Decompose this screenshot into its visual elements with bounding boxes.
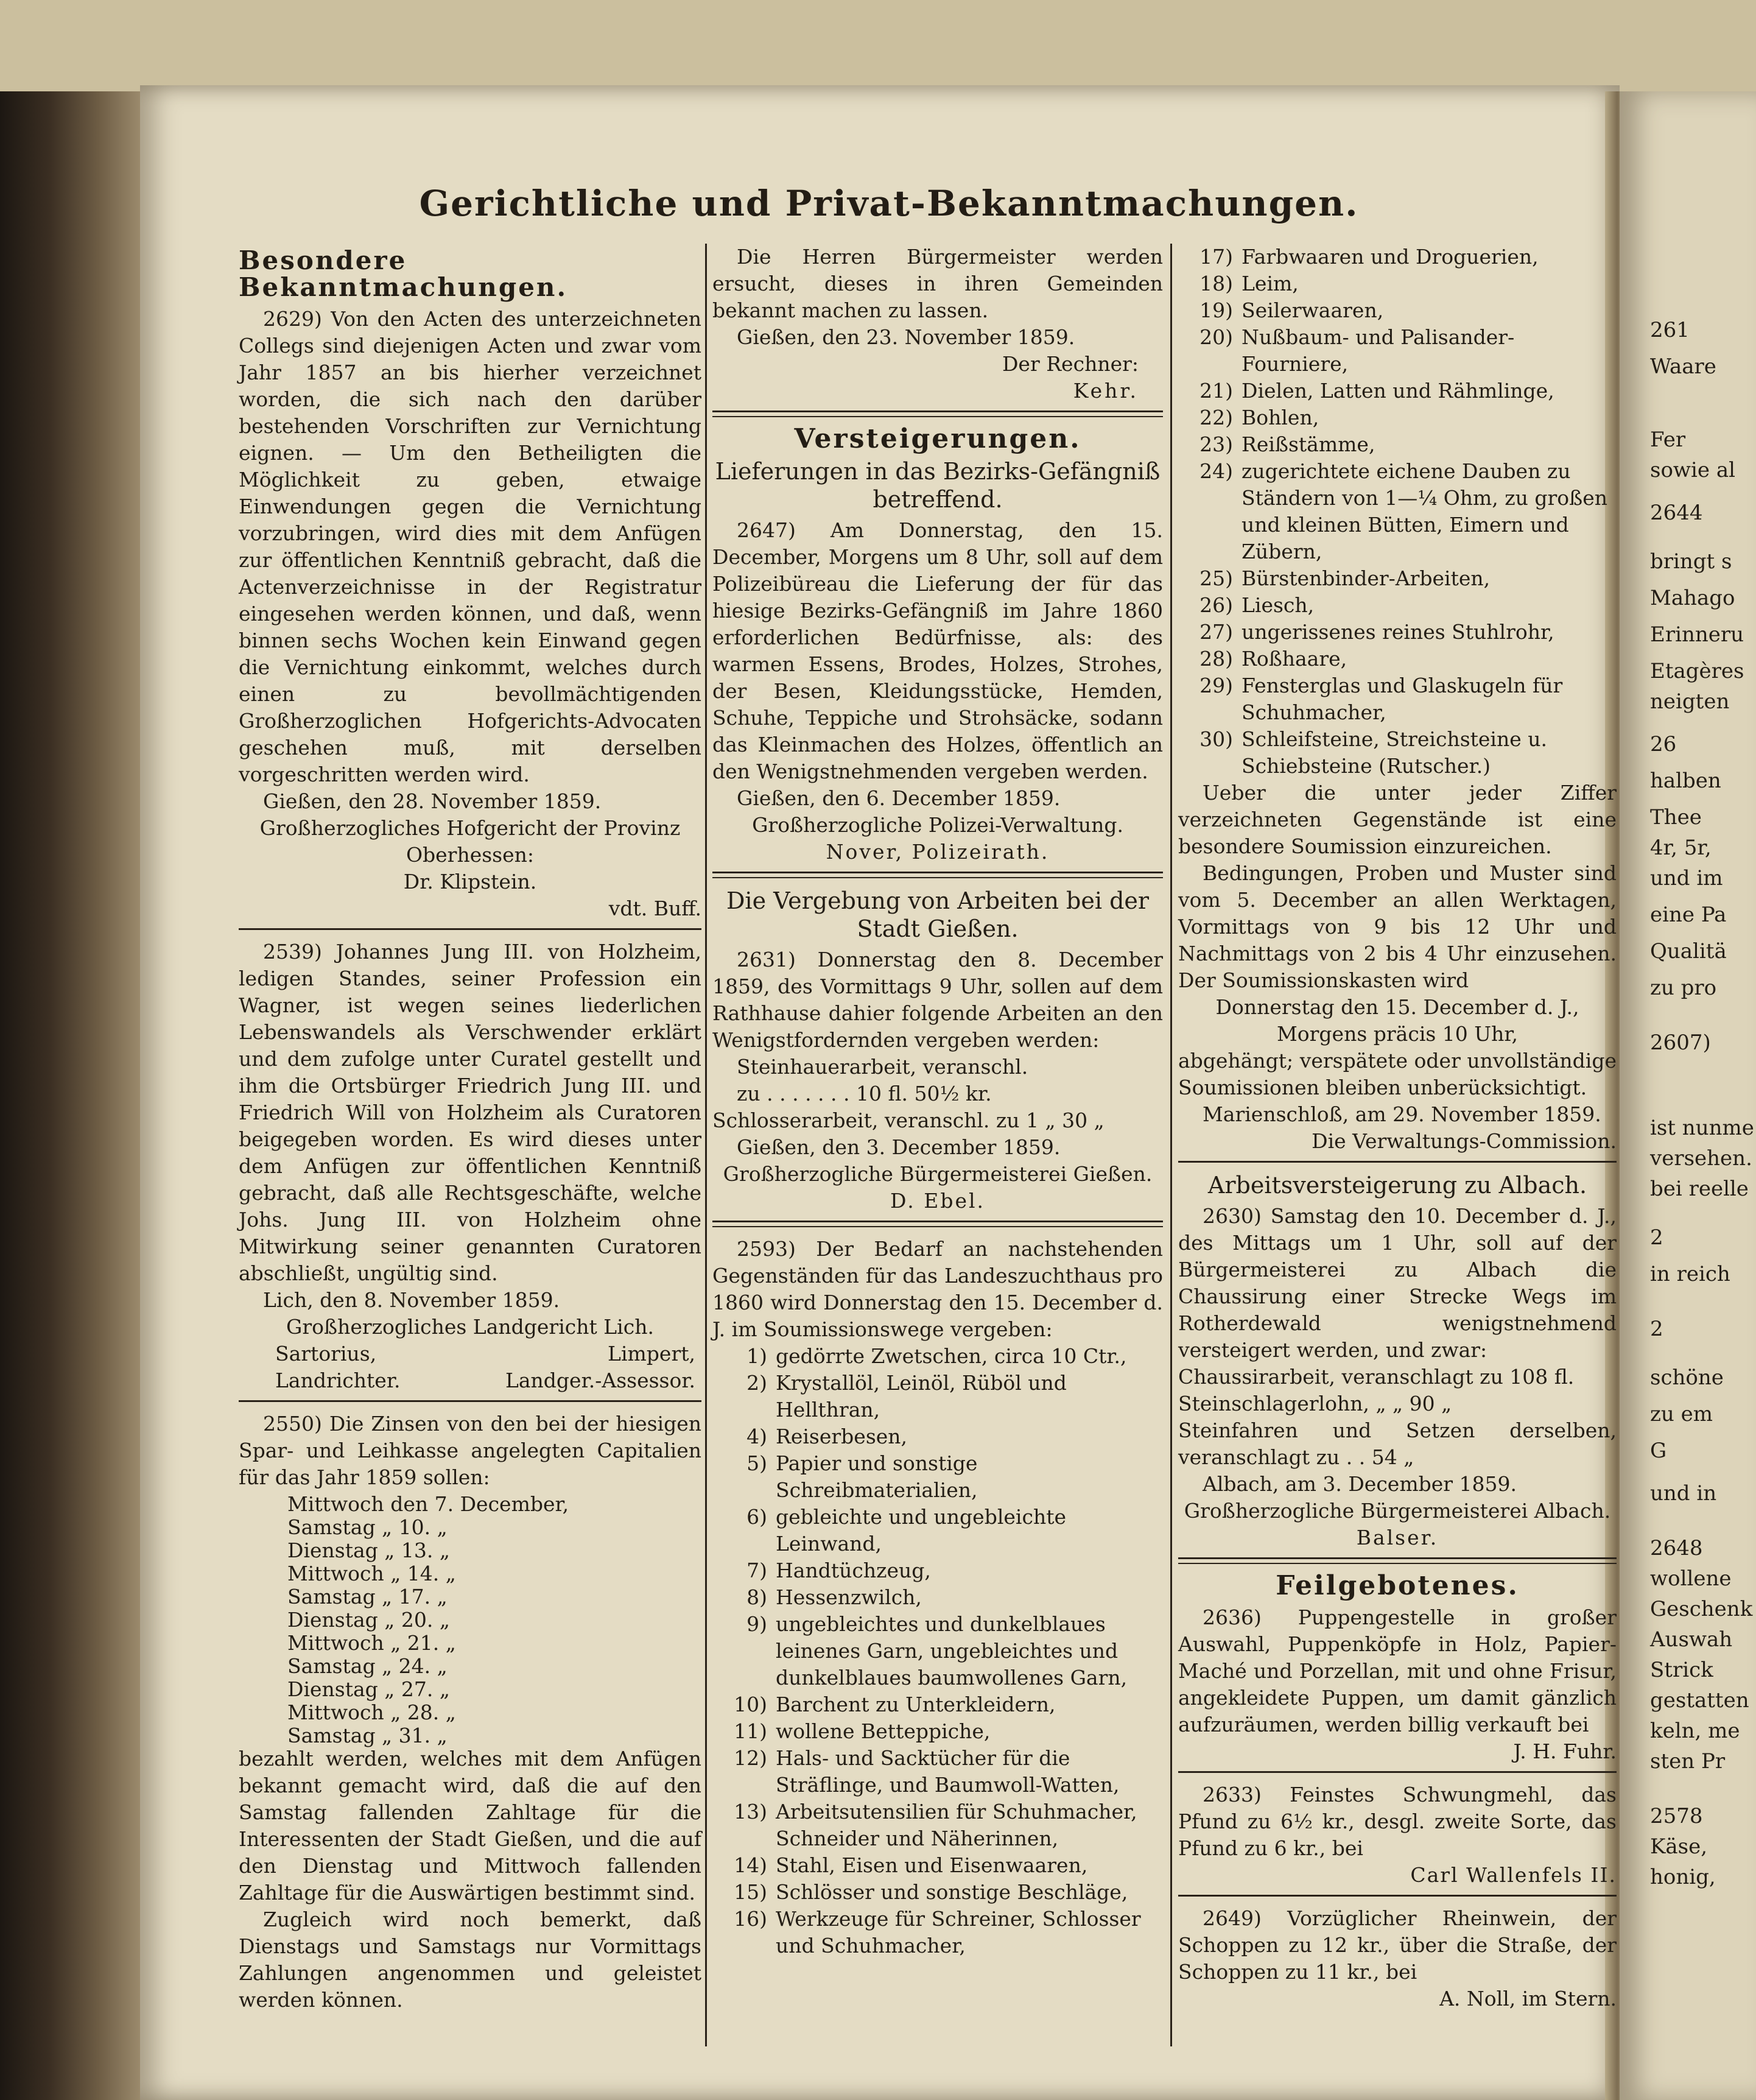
- right-page-fragment: 2644: [1650, 501, 1703, 525]
- right-page-fragment: gestatten: [1650, 1688, 1749, 1713]
- notice-authority: Großherzogliche Polizei-Verwaltung.: [752, 813, 1123, 837]
- signature-right: Limpert,: [608, 1342, 695, 1365]
- separator: [1178, 1895, 1617, 1897]
- right-page-fragment: 2578: [1650, 1804, 1703, 1828]
- notice-text: 2647) Am Donnerstag, den 15. December, Morgens um 8 Uhr, soll auf dem Polizeibüreau die Lieferung der für das hiesige Bezirks-Gefängniß im Jahre 1860 erforderlichen Bedürfnisse, als: des warmen Essens, Brodes, Holzes, Strohes, der Besen, Kleidungsstücke, Hemden, Schuhe, Teppiche und Strohsäcke, sodann das Kleinmachen des Holzes, öffentlich an den Wenigstnehmenden vergeben werden.: [712, 518, 1163, 783]
- column-2: [712, 244, 1163, 1963]
- notice-text: Bedingungen, Proben und Muster sind vom 5. December an allen Werktagen, Vormittags von 9 bis 12 Uhr und Nachmittags von 2 bis 4 Uhr einzusehen. Der Soumissionskasten wird: [1178, 861, 1617, 992]
- notice-signature: vdt. Buff.: [608, 897, 701, 920]
- right-page-fragment: und in: [1650, 1481, 1717, 1506]
- cost-line: Steinfahren und Setzen derselben, veranschlagt zu . . 54 „: [1178, 1418, 1617, 1469]
- notice-2539: [239, 939, 701, 1394]
- right-page-fragment: Qualitä: [1650, 939, 1727, 964]
- notice-date: Gießen, den 23. November 1859.: [737, 325, 1075, 349]
- notice-date: Gießen, den 3. December 1859.: [737, 1135, 1061, 1159]
- right-page-fragment: neigten: [1650, 689, 1730, 714]
- notice-signature: Kehr.: [1073, 379, 1139, 403]
- separator: [712, 410, 1163, 417]
- notice-2633: [1178, 1781, 1617, 1889]
- right-page-fragment: bringt s: [1650, 549, 1732, 574]
- notice-signature: D. Ebel.: [890, 1189, 986, 1213]
- notice-text: 2550) Die Zinsen von den bei der hiesigen Spar- und Leihkasse angelegten Capitalien für das Jahr 1859 sollen:: [239, 1412, 701, 1489]
- supply-list-continued: [1178, 244, 1617, 780]
- date-item: Mittwoch den 7. December,: [287, 1492, 569, 1516]
- page-title: Gerichtliche und Privat-Bekanntmachungen.: [419, 183, 1359, 224]
- list-item: 12) Hals- und Sacktücher für die Sträflinge, und Baumwoll-Watten,: [734, 1746, 1120, 1797]
- right-page-fragment: 261: [1650, 318, 1690, 342]
- right-page-fragment: Fer: [1650, 428, 1686, 452]
- cost-line: Steinschlagerlohn, „ „ 90 „: [1178, 1392, 1452, 1415]
- list-item: 30) Schleifsteine, Streichsteine u. Schiebsteine (Rutscher.): [1199, 727, 1547, 778]
- notice-signature: Dr. Klipstein.: [403, 870, 537, 893]
- right-page-fragment: wollene: [1650, 1566, 1732, 1591]
- right-page-fragment: G: [1650, 1439, 1667, 1463]
- notice-signature: A. Noll, im Stern.: [1439, 1987, 1617, 2010]
- notice-date: Gießen, den 6. December 1859.: [737, 786, 1061, 810]
- notice-text: abgehängt; verspätete oder unvollständige Soumissionen bleiben unberücksichtigt.: [1178, 1049, 1617, 1099]
- notice-text: 2539) Johannes Jung III. von Holzheim, ledigen Standes, seiner Profession ein Wagner, ist wegen seines liederlichen Lebenswandels als Verschwender erklärt und dem zufolge unter Curatel gestellt und ihm die Ortsbürger Friedrich Jung III. und Friedrich Will von Holzheim als Curatoren beigegeben worden. Es wird dieses unter dem Anfügen zur öffentlichen Kenntniß gebracht, daß alle Rechtsgeschäfte, welche Johs. Jung III. von Holzheim ohne Mitwirkung seiner genannten Curatoren abschließt, ungültig sind.: [239, 940, 701, 1285]
- notice-date: Albach, am 3. December 1859.: [1203, 1472, 1517, 1496]
- right-page-fragment: schöne: [1650, 1365, 1724, 1390]
- column-3: [1178, 244, 1617, 2016]
- notice-signature: Carl Wallenfels II.: [1410, 1863, 1617, 1887]
- notice-text: Donnerstag den 15. December d. J., Morgens präcis 10 Uhr,: [1215, 995, 1579, 1046]
- right-page-fragment: ist nunme: [1650, 1116, 1754, 1140]
- right-page-fragment: versehen.: [1650, 1146, 1752, 1171]
- notice-2649: [1178, 1905, 1617, 2012]
- notice-text: 2649) Vorzüglicher Rheinwein, der Schoppen zu 12 kr., über die Straße, der Schoppen zu 11 kr., bei: [1178, 1906, 1617, 1984]
- list-item: 16) Werkzeuge für Schreiner, Schlosser und Schuhmacher,: [734, 1907, 1141, 1957]
- list-item: 19) Seilerwaaren,: [1199, 298, 1384, 322]
- right-page-fragment: 2648: [1650, 1536, 1703, 1560]
- right-page-fragment: in reich: [1650, 1262, 1730, 1286]
- separator: [1178, 1771, 1617, 1773]
- right-page-fragment: zu em: [1650, 1402, 1713, 1426]
- list-item: 23) Reißstämme,: [1199, 432, 1375, 456]
- date-item: Mittwoch „ 14. „: [287, 1562, 456, 1585]
- notice-role: Der Rechner:: [1002, 352, 1139, 376]
- date-item: Samstag „ 24. „: [287, 1654, 448, 1678]
- notice-authority: Großherzogliches Landgericht Lich.: [286, 1315, 654, 1339]
- cost-line: Chaussirarbeit, veranschlagt zu 108 fl.: [1178, 1365, 1575, 1389]
- notice-text: 2633) Feinstes Schwungmehl, das Pfund zu 6½ kr., desgl. zweite Sorte, das Pfund zu 6 kr., bei: [1178, 1783, 1617, 1860]
- payment-dates: [287, 1491, 701, 1746]
- right-page-fragment: honig,: [1650, 1865, 1716, 1889]
- list-item: 24) zugerichtete eichene Dauben zu Ständern von 1—¼ Ohm, zu großen und kleinen Bütten, Eimern und Zübern,: [1199, 459, 1607, 563]
- signature-row: [239, 1341, 701, 1367]
- column-rule: [705, 244, 707, 2046]
- list-item: 15) Schlösser und sonstige Beschläge,: [734, 1880, 1128, 1904]
- right-page-fragment: 26: [1650, 732, 1677, 756]
- notice-authority: Die Verwaltungs-Commission.: [1312, 1129, 1617, 1153]
- column-rule: [1170, 244, 1172, 2046]
- column-1: [239, 244, 701, 2017]
- separator: [1178, 1557, 1617, 1564]
- list-item: 5) Papier und sonstige Schreibmaterialien,: [746, 1451, 978, 1502]
- date-item: Samstag „ 10. „: [287, 1515, 448, 1539]
- date-item: Dienstag „ 20. „: [287, 1608, 450, 1632]
- notice-text: bezahlt werden, welches mit dem Anfügen bekannt gemacht wird, daß die auf den Samstag fallenden Zahltage für die Interessenten der Stadt Gießen, und die auf den Dienstag und Mittwoch fallenden Zahltage für die Auswärtigen bestimmt sind.: [239, 1747, 701, 1904]
- right-page-fragment: Thee: [1650, 805, 1702, 830]
- notice-date: Marienschloß, am 29. November 1859.: [1203, 1102, 1601, 1126]
- date-item: Mittwoch „ 21. „: [287, 1631, 456, 1655]
- section-heading: Besondere Bekanntmachungen.: [239, 245, 568, 302]
- right-page: [1620, 91, 1756, 2100]
- notice-2629: [239, 306, 701, 922]
- notice-text: Die Herren Bürgermeister werden ersucht, dieses in ihren Gemeinden bekannt machen zu lassen.: [712, 245, 1163, 322]
- notice-2631: [712, 946, 1163, 1214]
- notice-text: 2629) Von den Acten des unterzeichneten Collegs sind diejenigen Acten und zwar vom Jahr 1857 an bis hierher verzeichnet worden, die sich nach den darüber bestehenden Vorschriften zur Vernichtung eignen. — Um den Betheiligten die Möglichkeit zu geben, etwaige Einwendungen gegen die Vernichtung vorzubringen, wird dies mit dem Anfügen zur öffentlichen Kenntniß gebracht, daß die Actenverzeichnisse in der Registratur eingesehen werden können, und daß, wenn binnen sechs Wochen kein Einwand gegen die Vernichtung einkommt, welches durch einen zu bevollmächtigenden Großherzoglichen Hofgerichts-Advocaten geschehen muß, mit derselben vorgeschritten werden wird.: [239, 307, 701, 786]
- notice-text: Zugleich wird noch bemerkt, daß Dienstags und Samstags nur Vormittags Zahlungen angenommen und geleistet werden können.: [239, 1908, 701, 2012]
- notice-authority: Großherzogliche Bürgermeisterei Gießen.: [723, 1162, 1153, 1186]
- right-page-fragment: Strick: [1650, 1658, 1713, 1682]
- work-item-value: zu . . . . . . . 10 fl. 50½ kr.: [737, 1082, 992, 1105]
- notice-2550: [239, 1411, 701, 2014]
- role-right: Landger.-Assessor.: [505, 1369, 695, 1392]
- list-item: 10) Barchent zu Unterkleidern,: [734, 1693, 1056, 1716]
- list-item: 26) Liesch,: [1199, 593, 1315, 617]
- right-page-fragment: Geschenk: [1650, 1597, 1753, 1621]
- notice-2636: [1178, 1604, 1617, 1765]
- list-item: 9) ungebleichtes und dunkelblaues leinenes Garn, ungebleichtes und dunkelblaues baumwollenes Garn,: [746, 1612, 1128, 1690]
- list-item: 1) gedörrte Zwetschen, circa 10 Ctr.,: [746, 1344, 1127, 1368]
- list-item: 17) Farbwaaren und Droguerien,: [1199, 245, 1539, 269]
- list-item: 28) Roßhaare,: [1199, 647, 1347, 671]
- list-item: 20) Nußbaum- und Palisander-Fourniere,: [1199, 325, 1515, 376]
- list-item: 4) Reiserbesen,: [746, 1425, 908, 1448]
- supply-list: [712, 1343, 1163, 1959]
- notice-date: Gießen, den 28. November 1859.: [263, 789, 602, 813]
- list-item: 22) Bohlen,: [1199, 406, 1319, 429]
- separator: [239, 1400, 701, 1402]
- right-page-fragment: sowie al: [1650, 458, 1735, 482]
- separator: [239, 928, 701, 930]
- date-item: Mittwoch „ 28. „: [287, 1700, 456, 1724]
- role-left: Landrichter.: [275, 1369, 401, 1392]
- notice-2647: [712, 517, 1163, 865]
- list-item: 21) Dielen, Latten und Rähmlinge,: [1199, 379, 1554, 403]
- date-item: Dienstag „ 13. „: [287, 1538, 450, 1562]
- right-page-fragment: und im: [1650, 866, 1723, 890]
- right-page-fragment: 4r, 5r,: [1650, 836, 1712, 860]
- right-page-fragment: halben: [1650, 769, 1721, 793]
- list-item: 25) Bürstenbinder-Arbeiten,: [1199, 566, 1491, 590]
- right-page-fragment: keln, me: [1650, 1719, 1740, 1743]
- right-page-fragment: Auswah: [1650, 1627, 1733, 1652]
- notice-2630: [1178, 1203, 1617, 1551]
- right-page-fragment: Erinneru: [1650, 622, 1744, 647]
- list-item: 11) wollene Betteppiche,: [734, 1719, 991, 1743]
- right-page-fragment: sten Pr: [1650, 1749, 1726, 1774]
- list-item: 6) gebleichte und ungebleichte Leinwand,: [746, 1505, 1067, 1556]
- work-item: Steinhauerarbeit, veranschl.: [737, 1055, 1028, 1079]
- list-item: 13) Arbeitsutensilien für Schuhmacher, Schneider und Näherinnen,: [734, 1800, 1137, 1850]
- list-item: 29) Fensterglas und Glaskugeln für Schuhmacher,: [1199, 674, 1563, 724]
- notice-authority: Großherzogliche Bürgermeisterei Albach.: [1184, 1499, 1611, 1523]
- separator: [712, 872, 1163, 878]
- right-page-fragment: eine Pa: [1650, 903, 1727, 927]
- notice-authority: Großherzogliches Hofgericht der Provinz Oberhessen:: [259, 816, 681, 867]
- list-item: 2) Krystallöl, Leinöl, Rüböl und Hellthran,: [746, 1371, 1067, 1422]
- work-item: Schlosserarbeit, veranschl. zu 1 „ 30 „: [712, 1108, 1105, 1132]
- book-left-edge: [0, 91, 140, 2100]
- right-page-fragment: Mahago: [1650, 586, 1735, 610]
- right-page-fragment: Waare: [1650, 354, 1716, 379]
- notice-signature: J. H. Fuhr.: [1513, 1739, 1617, 1763]
- right-page-fragment: zu pro: [1650, 976, 1717, 1000]
- list-item: 7) Handtüchzeug,: [746, 1559, 931, 1582]
- sub-heading: Lieferungen in das Bezirks-Gefängniß betreffend.: [715, 458, 1161, 513]
- role-row: [239, 1367, 701, 1394]
- right-page-fragment: 2607): [1650, 1031, 1711, 1055]
- notice-text: 2593) Der Bedarf an nachstehenden Gegenständen für das Landeszuchthaus pro 1860 wird Donnerstag den 15. December d. J. im Soumissionswege vergeben:: [712, 1237, 1163, 1341]
- notice-text: 2631) Donnerstag den 8. December 1859, des Vormittags 9 Uhr, sollen auf dem Rathhause dahier folgende Arbeiten an den Wenigstfordernden vergeben werden:: [712, 948, 1163, 1052]
- list-item: 8) Hessenzwilch,: [746, 1585, 922, 1609]
- right-page-fragment: 2: [1650, 1225, 1663, 1250]
- notice-signature: Balser.: [1356, 1526, 1439, 1549]
- list-item: 27) ungerissenes reines Stuhlrohr,: [1199, 620, 1554, 644]
- right-page-fragment: bei reelle: [1650, 1177, 1749, 1201]
- list-item: 18) Leim,: [1199, 272, 1299, 295]
- right-page-fragment: 2: [1650, 1317, 1663, 1341]
- right-page-fragment: Käse,: [1650, 1834, 1708, 1859]
- sub-heading: Arbeitsversteigerung zu Albach.: [1207, 1172, 1587, 1199]
- date-item: Samstag „ 17. „: [287, 1585, 448, 1608]
- separator: [1178, 1161, 1617, 1163]
- date-item: Dienstag „ 27. „: [287, 1677, 450, 1701]
- list-item: 14) Stahl, Eisen und Eisenwaaren,: [734, 1853, 1088, 1877]
- section-heading: Versteigerungen.: [794, 423, 1081, 454]
- section-heading: Feilgebotenes.: [1276, 1570, 1519, 1601]
- signature-left: Sartorius,: [275, 1342, 377, 1365]
- notice-text: Ueber die unter jeder Ziffer verzeichneten Gegenstände ist eine besondere Soumission einzureichen.: [1178, 781, 1617, 858]
- notice-date: Lich, den 8. November 1859.: [263, 1288, 560, 1312]
- date-item: Samstag „ 31. „: [287, 1724, 448, 1747]
- notice-text: 2630) Samstag den 10. December d. J., des Mittags um 1 Uhr, soll auf der Bürgermeisterei zu Albach die Chaussirung einer Strecke Wegs im Rotherdewald wenigstnehmend versteigert werden, und zwar:: [1178, 1204, 1617, 1362]
- notice-signature: Nover, Polizeirath.: [826, 840, 1050, 864]
- right-page-fragment: Etagères: [1650, 659, 1744, 683]
- sub-heading: Die Vergebung von Arbeiten bei der Stadt Gießen.: [726, 887, 1150, 942]
- notice-2593: [712, 1236, 1163, 1959]
- notice-text: 2636) Puppengestelle in großer Auswahl, Puppenköpfe in Holz, Papier-Maché und Porzellan, mit und ohne Frisur, angekleidete Puppen, um damit gänzlich aufzuräumen, werden billig verkauft bei: [1178, 1605, 1617, 1736]
- separator: [712, 1221, 1163, 1227]
